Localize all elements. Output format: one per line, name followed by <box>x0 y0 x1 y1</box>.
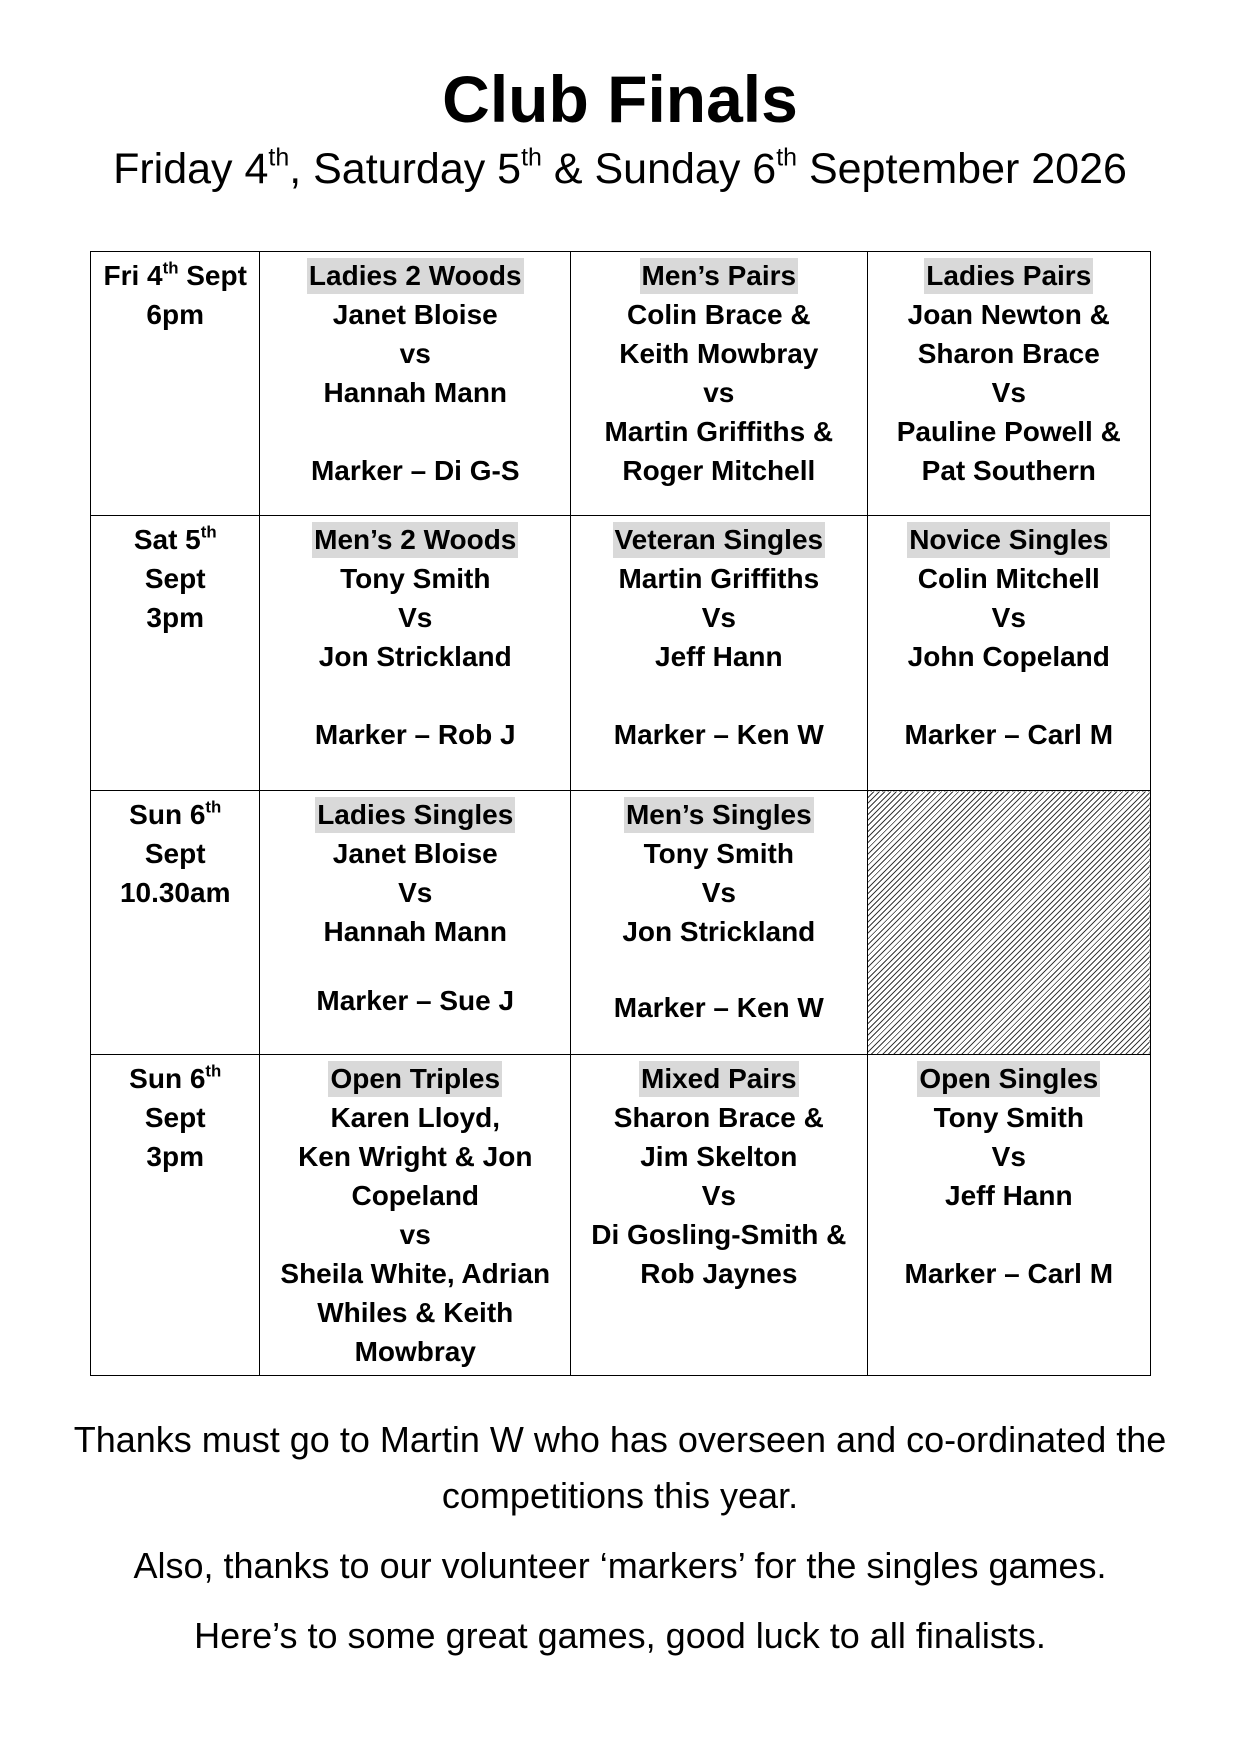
versus-line: vs <box>399 1219 431 1250</box>
subtitle-part: September 2026 <box>797 145 1127 193</box>
player-line: Hannah Mann <box>323 377 508 408</box>
player-line: Jim Skelton <box>640 1141 798 1172</box>
finals-schedule-table <box>90 251 1151 1376</box>
player-line: Martin Griffiths <box>618 563 820 594</box>
player-line: Whiles & Keith <box>317 1297 514 1328</box>
day-line: Fri 4th Sept <box>103 258 247 291</box>
versus-line: Vs <box>701 1180 736 1211</box>
subtitle-part: Friday 4 <box>113 145 269 193</box>
schedule-row <box>91 1055 1151 1376</box>
marker-line: Marker – Di G-S <box>310 455 520 486</box>
page-subtitle <box>0 144 1240 196</box>
event-title: Novice Singles <box>907 522 1110 558</box>
player-line: Keith Mowbray <box>619 338 819 369</box>
day-cell <box>91 252 260 516</box>
player-line: Jon Strickland <box>318 641 512 672</box>
good-luck-note: Here’s to some great games, good luck to all finalists. <box>194 1615 1046 1656</box>
player-line: Pat Southern <box>921 455 1096 486</box>
subtitle-part: , Saturday 5 <box>289 145 522 193</box>
player-line: Roger Mitchell <box>622 455 816 486</box>
player-line: Colin Mitchell <box>917 563 1100 594</box>
player-line: Martin Griffiths & <box>604 416 834 447</box>
player-line: Sharon Brace <box>917 338 1100 369</box>
versus-line: Vs <box>991 1141 1026 1172</box>
schedule-row <box>91 252 1151 516</box>
player-line: Karen Lloyd, <box>330 1102 501 1133</box>
fixture-cell <box>260 516 571 791</box>
player-line: Rob Jaynes <box>640 1258 798 1289</box>
player-line: Tony Smith <box>933 1102 1084 1133</box>
subtitle-suffix: th <box>776 143 798 172</box>
day-cell <box>91 516 260 791</box>
closing-notes <box>0 1412 1240 1678</box>
day-time: 3pm <box>146 1141 204 1172</box>
fixture-cell <box>867 1055 1150 1376</box>
marker-line: Marker – Carl M <box>904 1258 1114 1289</box>
schedule-row <box>91 791 1151 1055</box>
fixture-cell <box>571 252 868 516</box>
fixture-cell <box>867 516 1150 791</box>
day-line: Sun 6th <box>129 1061 222 1094</box>
event-title: Men’s Singles <box>624 797 814 833</box>
schedule-row <box>91 516 1151 791</box>
player-line: Mowbray <box>354 1336 476 1367</box>
marker-line: Marker – Ken W <box>613 719 824 750</box>
player-line: Jeff Hann <box>945 1180 1073 1211</box>
fixture-cell <box>867 252 1150 516</box>
day-month: Sept <box>144 563 206 594</box>
player-line: Jon Strickland <box>622 916 816 947</box>
page-title: Club Finals <box>442 62 798 136</box>
event-title: Mixed Pairs <box>639 1061 799 1097</box>
player-line: Tony Smith <box>340 563 491 594</box>
day-time: 6pm <box>146 299 204 330</box>
event-title: Ladies Singles <box>315 797 515 833</box>
fixture-cell <box>571 1055 868 1376</box>
event-title: Veteran Singles <box>613 522 826 558</box>
marker-line: Marker – Rob J <box>314 719 516 750</box>
marker-line: Marker – Carl M <box>904 719 1114 750</box>
day-line: Sun 6th <box>129 797 222 830</box>
fixture-cell <box>260 1055 571 1376</box>
fixture-cell <box>571 791 868 1055</box>
versus-line: Vs <box>991 377 1026 408</box>
fixture-cell <box>260 252 571 516</box>
hatched-empty-cell <box>867 791 1150 1055</box>
markers-note: Also, thanks to our volunteer ‘markers’ for the singles games. <box>133 1545 1107 1586</box>
versus-line: Vs <box>701 602 736 633</box>
versus-line: vs <box>399 338 431 369</box>
event-title: Ladies Pairs <box>924 258 1093 294</box>
thanks-note: Thanks must go to Martin W who has overseen and co-ordinated the competitions this year. <box>73 1419 1167 1516</box>
day-line: Sat 5th <box>133 522 217 555</box>
player-line: Ken Wright & Jon <box>298 1141 533 1172</box>
subtitle-suffix: th <box>268 143 290 172</box>
subtitle-suffix: th <box>521 143 542 172</box>
player-line: Joan Newton & <box>907 299 1110 330</box>
player-line: Pauline Powell & <box>896 416 1121 447</box>
day-month: Sept <box>144 1102 206 1133</box>
player-line: Janet Bloise <box>332 838 498 869</box>
event-title: Men’s Pairs <box>640 258 799 294</box>
marker-line: Marker – Sue J <box>316 985 515 1016</box>
day-cell <box>91 791 260 1055</box>
player-line: Copeland <box>351 1180 480 1211</box>
player-line: Sheila White, Adrian <box>280 1258 551 1289</box>
versus-line: vs <box>703 377 735 408</box>
day-time: 3pm <box>146 602 204 633</box>
player-line: Sharon Brace & <box>613 1102 824 1133</box>
player-line: John Copeland <box>907 641 1110 672</box>
fixture-cell <box>571 516 868 791</box>
fixture-cell <box>260 791 571 1055</box>
marker-line: Marker – Ken W <box>613 992 824 1023</box>
versus-line: Vs <box>398 877 433 908</box>
versus-line: Vs <box>701 877 736 908</box>
player-line: Tony Smith <box>643 838 794 869</box>
subtitle-part: & Sunday 6 <box>541 145 777 193</box>
day-month: Sept <box>144 838 206 869</box>
player-line: Janet Bloise <box>332 299 498 330</box>
player-line: Jeff Hann <box>655 641 783 672</box>
player-line: Colin Brace & <box>627 299 811 330</box>
event-title: Men’s 2 Woods <box>312 522 518 558</box>
player-line: Di Gosling-Smith & <box>591 1219 847 1250</box>
day-cell <box>91 1055 260 1376</box>
versus-line: Vs <box>991 602 1026 633</box>
day-time: 10.30am <box>119 877 231 908</box>
player-line: Hannah Mann <box>323 916 508 947</box>
event-title: Open Singles <box>917 1061 1100 1097</box>
event-title: Open Triples <box>328 1061 502 1097</box>
event-title: Ladies 2 Woods <box>307 258 524 294</box>
versus-line: Vs <box>398 602 433 633</box>
